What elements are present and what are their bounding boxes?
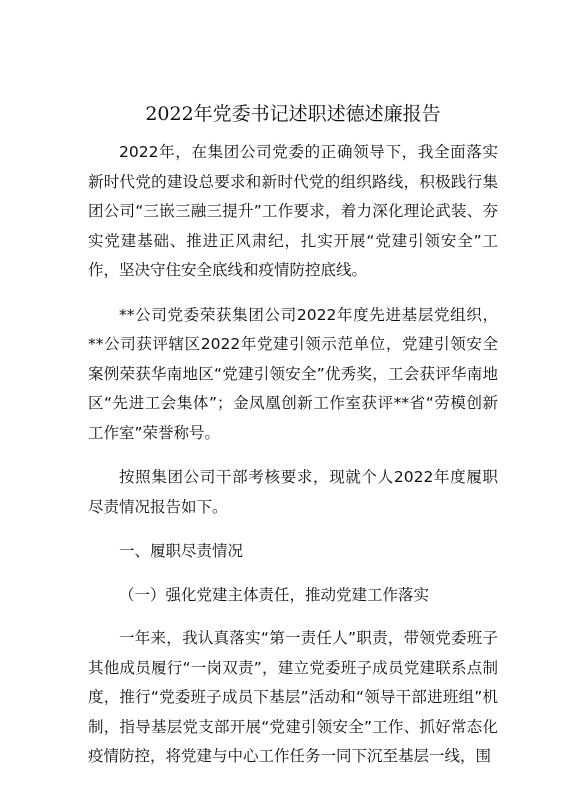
document-title: 2022年党委书记述职述德述廉报告: [145, 103, 441, 125]
paragraph-report-intro: 按照集团公司干部考核要求，现就个人2022年度履职尽责情况报告如下。: [88, 468, 498, 516]
subsection-heading: （一）强化党建主体责任，推动党建工作落实: [119, 585, 430, 604]
paragraph-honors: **公司党委荣获集团公司2022年度先进基层党组织，**公司获评辖区2022年党建引领示范单位，党建引领安全案例荣获华南地区“党建引领安全”优秀奖，工会获评华南地区“先进工会集体”；金凤凰创新工作室获评**省“劳模创新工作室”荣誉称号。: [88, 305, 498, 442]
paragraph-responsibilities: 一年来，我认真落实“第一责任人”职责，带领党委班子其他成员履行“一岗双责”，建立党委班子成员党建联系点制度，推行“党委班子成员下基层”活动和“领导干部进班组”机制，指导基层党支部开展“党建引领安全”工作、抓好常态化疫情防控，将党建与中心工作任务一同下沉至基层一线，围: [88, 629, 498, 765]
section-heading: 一、履职尽责情况: [119, 542, 244, 560]
document-body: [88, 138, 498, 787]
paragraph-intro: 2022年，在集团公司党委的正确领导下，我全面落实新时代党的建设总要求和新时代党的组织路线，积极践行集团公司“三嵌三融三提升”工作要求，着力深化理论武装、夯实党建基础、推进正风肃纪，扎实开展“党建引领安全”工作，坚决守住安全底线和疫情防控底线。: [88, 143, 498, 279]
